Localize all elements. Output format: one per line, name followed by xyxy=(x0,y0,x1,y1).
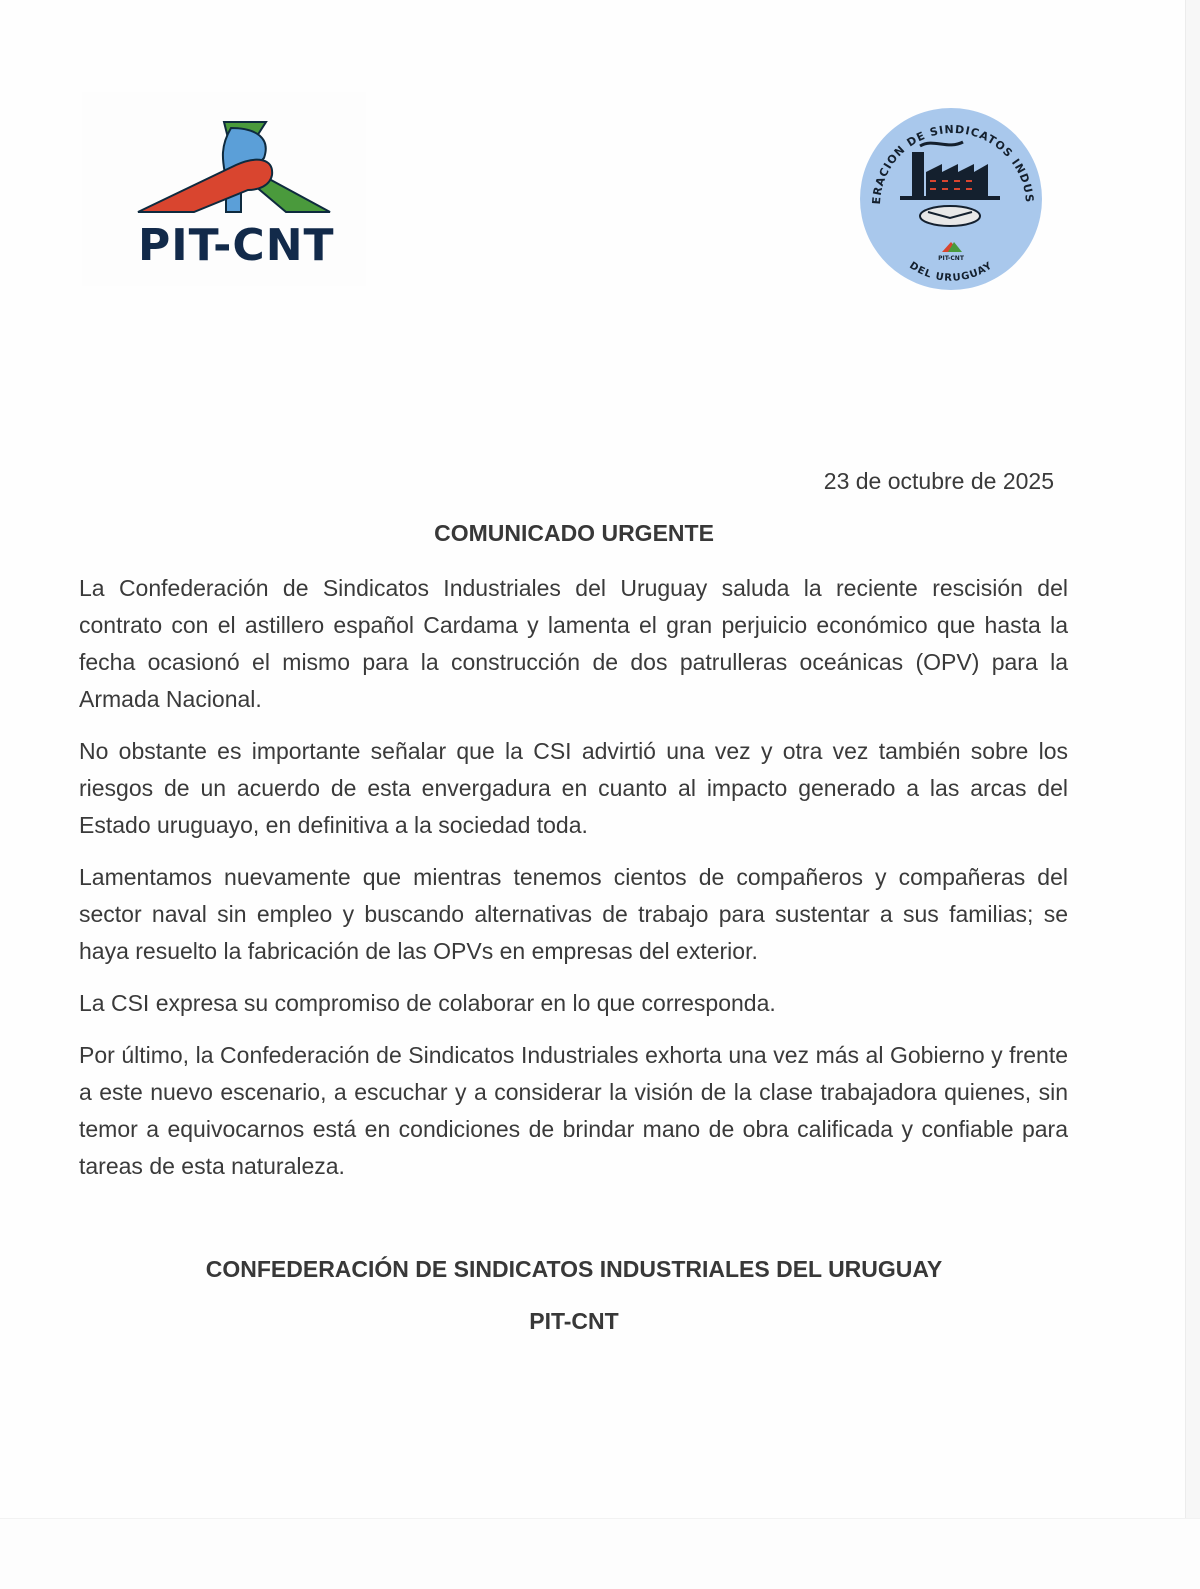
handshake-icon xyxy=(920,206,980,226)
paragraph: No obstante es importante señalar que la CSI advirtió una vez y otra vez también sobre los riesgos de un acuerdo de esta envergadura en cuanto al impacto generado a las arcas del Estado uruguayo, en definitiva a la sociedad toda. xyxy=(79,738,1068,838)
paragraph: La CSI expresa su compromiso de colaborar en lo que corresponda. xyxy=(79,990,776,1016)
twisted-rope-icon xyxy=(136,120,336,215)
paragraph: Por último, la Confederación de Sindicatos Industriales exhorta una vez más al Gobierno y frente a este nuevo escenario, a escuchar y a considerar la visión de la clase trabajadora quienes, sin temor a equivocarnos está en condiciones de brindar mano de obra calificada y confiable para tareas de esta naturaleza. xyxy=(79,1042,1068,1179)
seal-arc-bottom-text: DEL URUGUAY xyxy=(907,260,995,284)
document-date: 23 de octubre de 2025 xyxy=(823,468,1054,494)
paragraph: La Confederación de Sindicatos Industriales del Uruguay saluda la reciente rescisión del contrato con el astillero español Cardama y lamenta el gran perjuicio económico que hasta la fecha ocasionó el mismo para la construcción de dos patrulleras oceánicas (OPV) para la Armada Nacional. xyxy=(79,575,1068,712)
csi-seal-logo xyxy=(858,106,1044,292)
pit-cnt-logo-text: PIT-CNT xyxy=(138,220,335,271)
signature-organization: CONFEDERACIÓN DE SINDICATOS INDUSTRIALES DEL URUGUAY xyxy=(205,1256,943,1282)
page-bottom-band xyxy=(0,1518,1200,1589)
paragraph: Lamentamos nuevamente que mientras tenemos cientos de compañeros y compañeras del sector naval sin empleo y buscando alternativas de trabajo para sustentar a sus familias; se haya resuelto la fabricación de las OPVs en empresas del exterior. xyxy=(79,864,1068,964)
document-body xyxy=(79,570,1068,1200)
signature-federation: PIT-CNT xyxy=(529,1308,619,1334)
pit-cnt-logo xyxy=(82,92,366,286)
seal-mini-text: PIT-CNT xyxy=(938,255,964,262)
page-edge xyxy=(1185,0,1200,1588)
document-title: COMUNICADO URGENTE xyxy=(434,520,714,546)
seal-arc-top-text: ERACION DE SINDICATOS INDUS xyxy=(869,122,1037,205)
